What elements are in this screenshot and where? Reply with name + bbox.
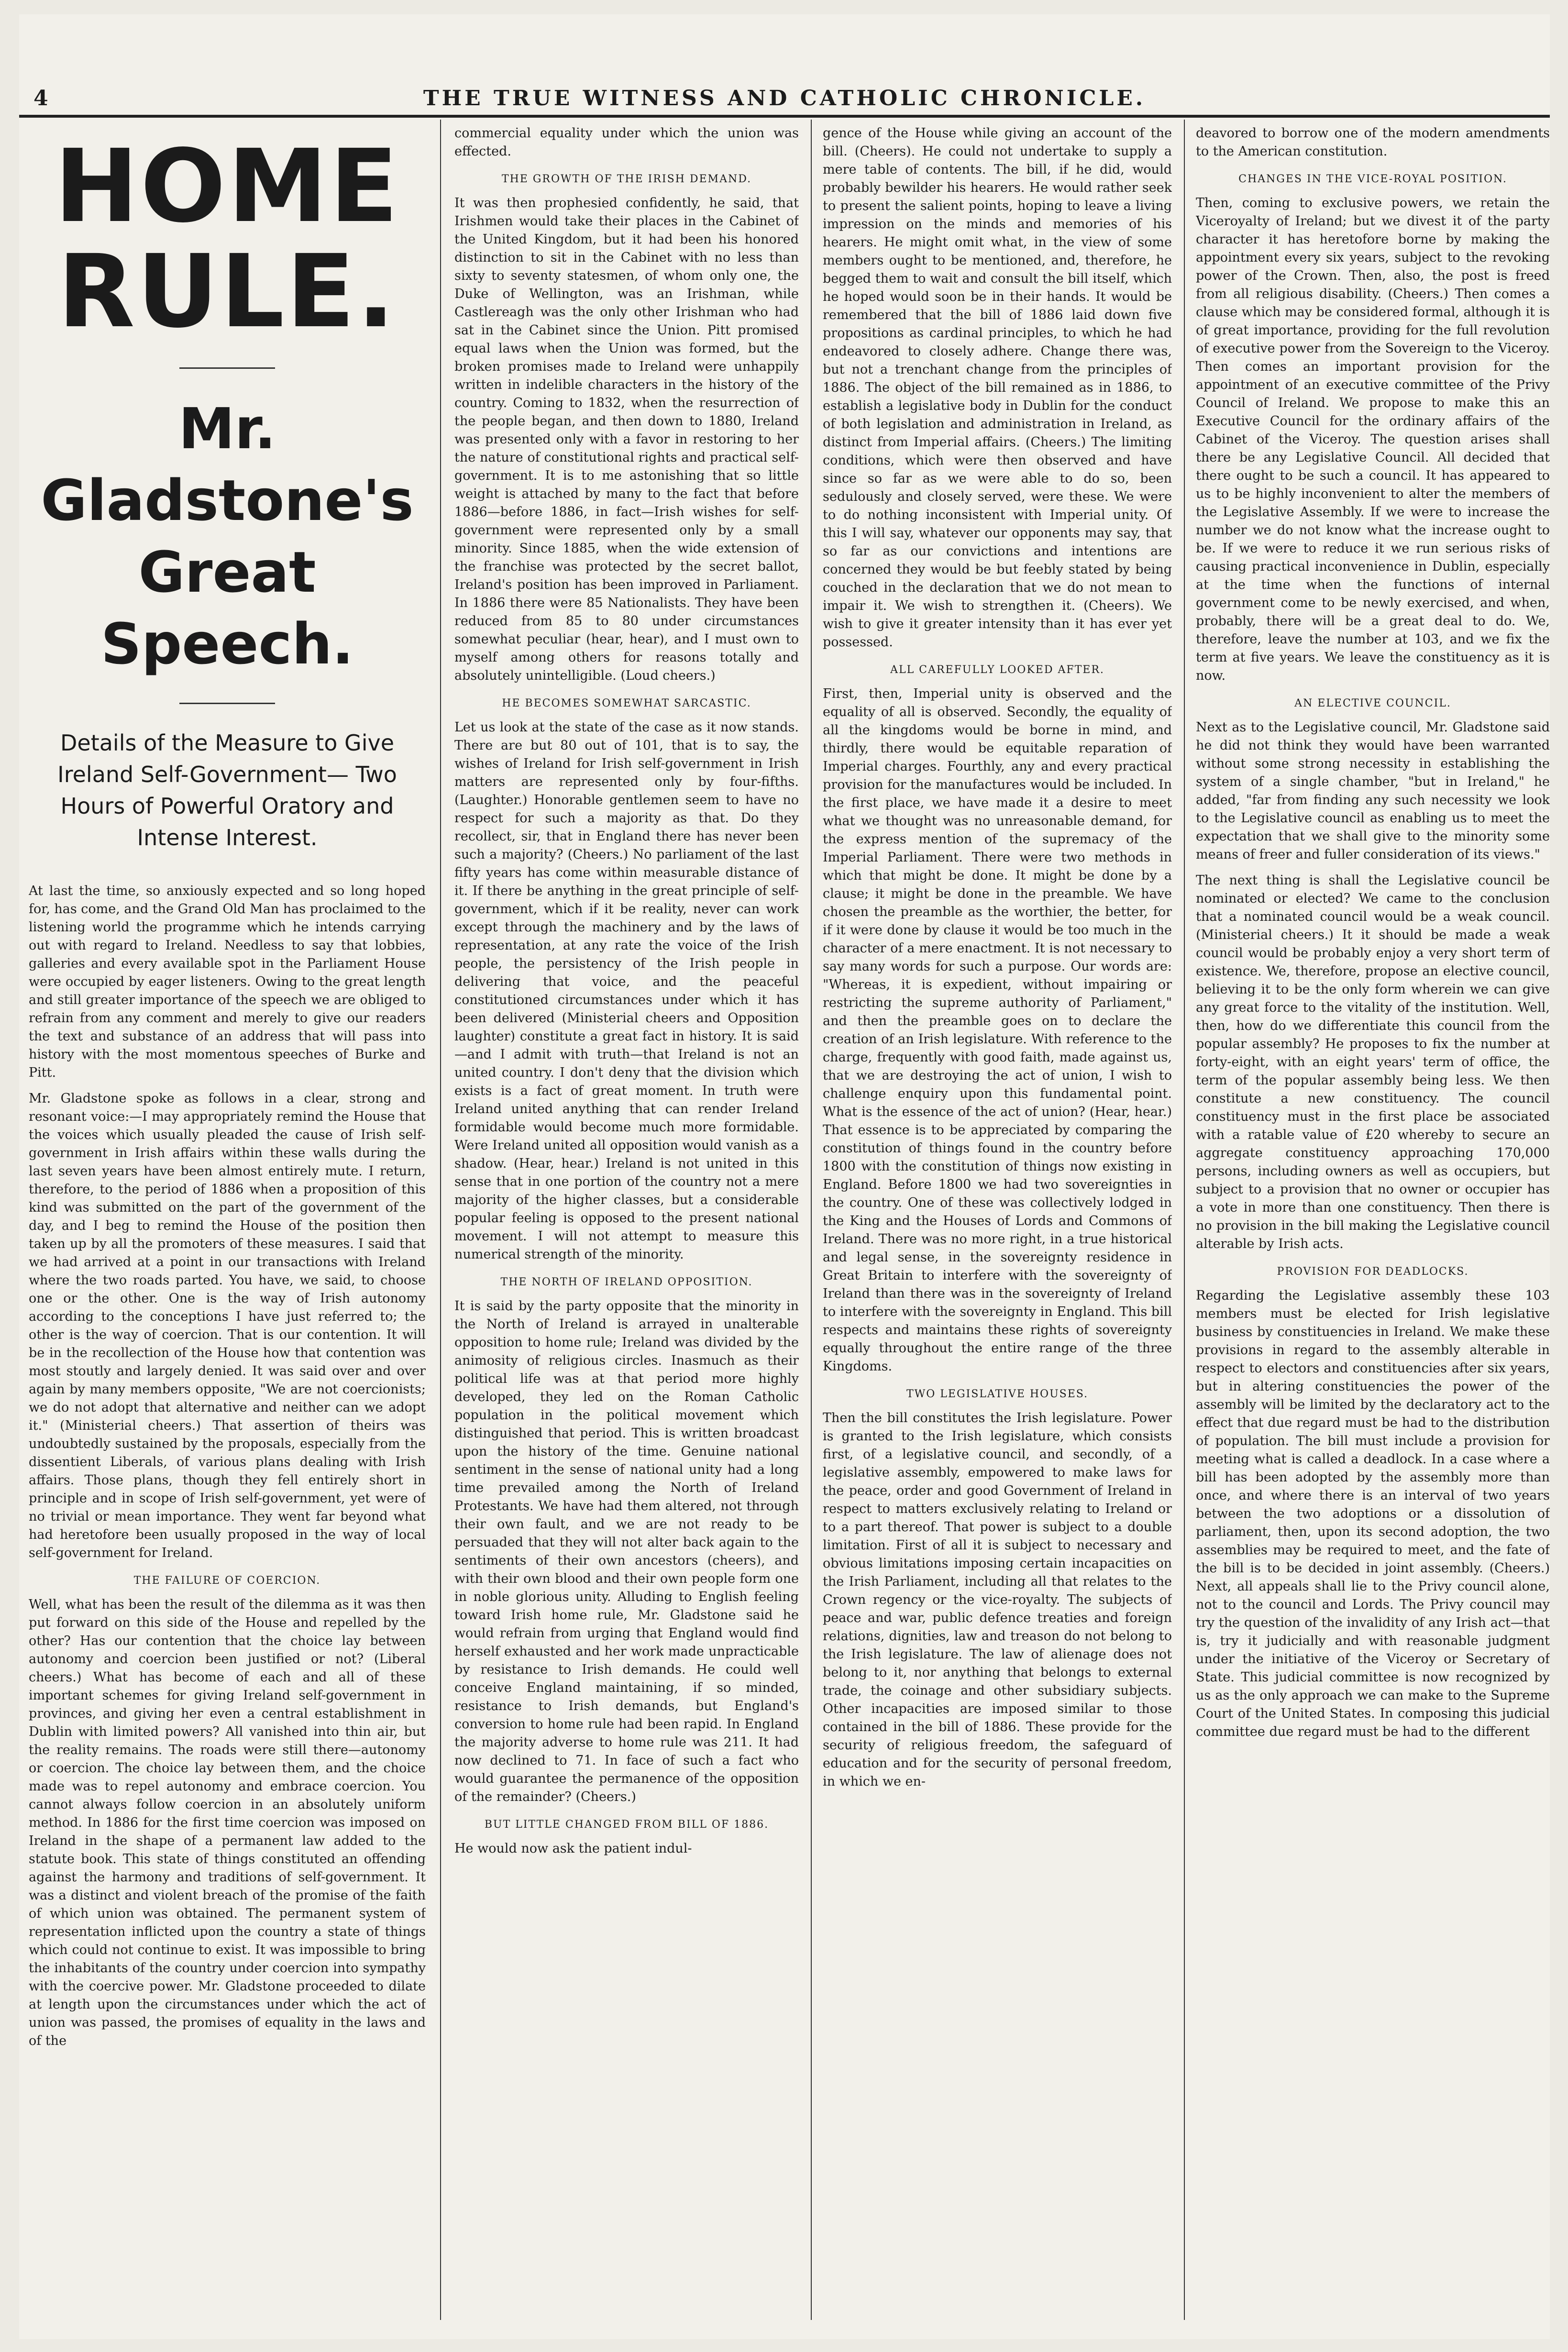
masthead xyxy=(19,14,1550,118)
section-heading: TWO LEGISLATIVE HOUSES. xyxy=(906,1388,1089,1400)
subtitle-rule xyxy=(179,703,275,704)
newspaper-page xyxy=(19,14,1550,2339)
section-heading: BUT LITTLE CHANGED FROM BILL OF 1886. xyxy=(484,1819,769,1831)
page-number: 4 xyxy=(33,86,48,110)
section-heading: THE FAILURE OF COERCION. xyxy=(133,1575,321,1587)
article-title: HOME RULE. xyxy=(54,128,400,350)
section-heading: THE NORTH OF IRELAND OPPOSITION. xyxy=(500,1276,753,1288)
article-deck: Details of the Measure to Give Ireland Self-Government— Two Hours of Powerful Oratory and Intense Interest. xyxy=(57,730,397,850)
paragraph: First, then, Imperial unity is observed and the equality of all is observed. Secondly, the equality of all the kingdoms would be borne in mind, and thirdly, there would be equitable reparation of Imperial charges. Fourthly, any and every practical provision for the manufactures would be included. In the first place, we have made it a desire to meet what we thought was no unreasonable demand, for the express mention of the supremacy of the Imperial Parliament. There were two methods in which that might be done. It might be done by a clause; it might be done in the preamble. We have chosen the preamble as the worthier, the better, for if it were done by clause it would be too much in the character of a mere enactment. It is not necessary to say many words for such a purpose. Our words are: "Whereas, it is expedient, without impairing or restricting the supreme authority of Parliament," and then the preamble goes on to declare the creation of an Irish legislature. With reference to the charge, frequently with good faith, made against us, that we are destroying the act of union, I wish to challenge enquiry upon this fundamental point. What is the essence of the act of union? (Hear, hear.) That essence is to be appreciated by comparing the constitution of things found in the country before 1800 with the constitution of things now existing in England. Before 1800 we had two sovereignties in the country. One of these was collectively lodged in the King and the Houses of Lords and Commons of Ireland. There was no more right, in a true historical and legal sense, in the sovereignty residence in Great Britain to interfere with the sovereignty of Ireland than there was in the sovereignty of Ireland to interfere with the sovereignty in England. This bill respects and maintains these rights of sovereignty equally throughout the entire range of the three Kingdoms. xyxy=(823,686,1172,1374)
column-divider xyxy=(440,120,441,2320)
paragraph: It was then prophesied confidently, he said, that Irishmen would take their places in the Cabinet of the United Kingdom, but it had been his honored distinction to sit in the Cabinet with no less than sixty to seventy statesmen, of whom only one, the Duke of Wellington, was an Irishman, while Castlereagh was the only other Irishman who had sat in the Cabinet since the Union. Pitt promised equal laws when the Union was formed, but the broken promises made to Ireland were unhappily written in indelible characters in the history of the country. Coming to 1832, when the resurrection of the people began, and then down to 1880, Ireland was presented only with a favor in restoring to her the nature of constitutional rights and practical self-government. It is to me astonishing that so little weight is attached by many to the fact that before 1886—before 1886, in fact—Irish wishes for self-government were represented only by a small minority. Since 1885, when the wide extension of the franchise was protected by the secret ballot, Ireland's position has been improved in Parliament. In 1886 there were 85 Nationalists. They have been reduced from 85 to 80 under circumstances somewhat peculiar (hear, hear), and I must own to myself among others for reasons totally and absolutely unintelligible. (Loud cheers.) xyxy=(454,196,799,683)
column-2 xyxy=(454,124,799,2315)
paragraph: gence of the House while giving an account of the bill. (Cheers). He could not undertake to supply a mere table of contents. The bill, if he did, would probably bewilder his hearers. He would rather seek to present the salient points, hoping to leave a living impression on the minds and memories of his hearers. He might omit what, in the view of some members ought to be mentioned, and, therefore, he begged them to wait and consult the bill itself, which he hoped would soon be in their hands. It would be remembered that the bill of 1886 laid down five propositions as cardinal principles, to which he had endeavored to closely adhere. Change there was, but not a trenchant change from the principles of 1886. The object of the bill remained as in 1886, to establish a legislative body in Dublin for the conduct of both legislation and administration in Ireland, as distinct from Imperial affairs. (Cheers.) The limiting conditions, which were then observed and have since so far as we were able to do so, been sedulously and closely served, were these. We were to do nothing inconsistent with Imperial unity. Of this I will say, whatever our opponents may say, that so far as our convictions and intentions are concerned they would be but feebly stated by being couched in the declaration that we do not mean to impair it. We wish to strengthen it. (Cheers). We wish to give it greater intensity than it has ever yet possessed. xyxy=(823,126,1172,650)
column-divider xyxy=(811,120,812,2320)
newspaper-name: THE TRUE WITNESS AND CATHOLIC CHRONICLE. xyxy=(423,86,1146,110)
title-rule xyxy=(179,367,275,369)
paragraph: deavored to borrow one of the modern amendments to the American constitution. xyxy=(1196,126,1550,159)
column-1-text xyxy=(29,882,426,2050)
column-3 xyxy=(823,124,1172,2315)
paragraph: commercial equality under which the union was effected. xyxy=(454,126,799,159)
section-heading: AN ELECTIVE COUNCIL. xyxy=(1294,697,1451,709)
paragraph: Mr. Gladstone spoke as follows in a clear, strong and resonant voice:—I may appropriately remind the House that the voices which usually pleaded the cause of Irish self-government in Irish affairs within these walls during the last seven years have been almost entirely mute. I return, therefore, to the period of 1886 when a proposition of this kind was submitted on the part of the government of the day, and I beg to remind the House of the position then taken up by all the promoters of these measures. I said that we had arrived at a point in our transactions with Ireland where the two roads parted. You have, we said, to choose one or the other. One is the way of Irish autonomy according to the conceptions I have just referred to; the other is the way of coercion. That is our contention. It will be in the recollection of the House how that contention was most stoutly and largely denied. It was said over and over again by many members opposite, "We are not coercionists; we do not adopt that alternative and neither can we adopt it." (Ministerial cheers.) That assertion of theirs was undoubtedly sustained by the proposals, especially from the dissentient Liberals, of various plans dealing with Irish affairs. Those plans, though they fell entirely short in principle and in scope of Irish self-government, yet were of no trivial or mean importance. They went far beyond what had heretofore been usually proposed in the way of local self-government for Ireland. xyxy=(29,1091,426,1560)
article-subtitle: Mr. Gladstone's Great Speech. xyxy=(41,396,414,677)
paragraph: Next as to the Legislative council, Mr. Gladstone said he did not think they would have been warranted without some strong necessity in establishing the system of a single chamber, "but in Ireland," he added, "far from finding any such necessity we look to the Legislative council as enabling us to meet the expectation that we shall give to the minority some means of freer and fuller consideration of its views." xyxy=(1196,720,1550,862)
section-heading: ALL CAREFULLY LOOKED AFTER. xyxy=(890,664,1104,676)
column-divider xyxy=(1184,120,1185,2320)
paragraph: At last the time, so anxiously expected and so long hoped for, has come, and the Grand Old Man has proclaimed to the listening world the programme which he intends carrying out with regard to Ireland. Needless to say that lobbies, galleries and every available spot in the Parliament House were occupied by eager listeners. Owing to the great length and still greater importance of the speech we are obliged to refrain from any comment and merely to give our readers the text and substance of an address that will pass into history with the most momentous speeches of Burke and Pitt. xyxy=(29,883,426,1080)
column-4 xyxy=(1196,124,1550,2315)
section-heading: PROVISION FOR DEADLOCKS. xyxy=(1277,1266,1469,1278)
column-1 xyxy=(29,124,426,2315)
paragraph: Then the bill constitutes the Irish legislature. Power is granted to the Irish legislature, which consists first, of a legislative council, and secondly, of a legislative assembly, empowered to make laws for the peace, order and good Government of Ireland in respect to matters exclusively relating to Ireland or to a part thereof. That power is subject to a double limitation. First of all it is subject to necessary and obvious limitations imposing certain incapacities on the Irish Parliament, including all that relates to the Crown regency or the vice-royalty. The subjects of peace and war, public defence treaties and foreign relations, dignities, law and treason do not belong to the Irish legislature. The law of alienage does not belong to it, nor anything that belongs to external trade, the coinage and other subsidiary subjects. Other incapacities are imposed similar to those contained in the bill of 1886. These provide for the security of religious freedom, the safeguard of education and for the security of personal freedom, in which we en- xyxy=(823,1411,1172,1789)
paragraph: The next thing is shall the Legislative council be nominated or elected? We came to the conclusion that a nominated council would be a weak council. (Ministerial cheers.) It it should be made a weak council would be probably enjoy a very short term of existence. We, therefore, propose an elective council, believing it to be the only form wherein we can give any great force to the vitality of the institution. Well, then, how do we differentiate this council from the popular assembly? He proposes to fix the number at forty-eight, with an eight years' term of office, the term of the popular assembly being less. We then constitute a new constituency. The council constituency must in the first place be associated with a ratable value of £20 whereby to secure an aggregate constituency approaching 170,000 persons, including owners as well as occupiers, but subject to a provision that no owner or occupier has a vote in more than one constituency. Then there is no provision in the bill making the Legislative council alterable by Irish acts. xyxy=(1196,873,1550,1251)
paragraph: Let us look at the state of the case as it now stands. There are but 80 out of 101, that is to say, the wishes of Ireland for Irish self-government in Irish matters are represented only by four-fifths. (Laughter.) Honorable gentlemen seem to have no respect for such a majority as that. Do they recollect, sir, that in England there has never been such a majority? (Cheers.) No parliament of the last fifty years has come within measurable distance of it. If there be anything in the great principle of self-government, which if it be reality, never can work except through the machinery and by the laws of representation, at any rate the voice of the Irish people, the persistency of the Irish people in delivering that voice, and the peaceful constitutioned circumstances under which it has been delivered (Ministerial cheers and Opposition laughter) constitute a great fact in history. It is said—and I admit with truth—that Ireland is not an united country. I don't deny that the division which exists is a fact of great moment. In truth were Ireland united anything that can render Ireland formidable would become much more formidable. Were Ireland united all opposition would vanish as a shadow. (Hear, hear.) Ireland is not united in this sense that in one portion of the country not a mere majority of the higher classes, but a considerable popular feeling is opposed to the present national movement. I will not attempt to measure this numerical strength of the minority. xyxy=(454,720,799,1262)
paragraph: It is said by the party opposite that the minority in the North of Ireland is arrayed in unalterable opposition to home rule; Ireland was divided by the animosity of religious circles. Inasmuch as their political life was at that period more highly developed, they led on the Roman Catholic population in the political movement which distinguished that period. This is written broadcast upon the history of the time. Genuine national sentiment in the sense of national unity had a long time prevailed among the North of Ireland Protestants. We have had them altered, not through their own fault, and we are not ready to be persuaded that they will not alter back again to the sentiments of their own ancestors (cheers), and with their own blood and their own people form one in noble glorious unity. Alluding to English feeling toward Irish home rule, Mr. Gladstone said he would refrain from urging that England would find herself exhausted and her work made unpracticable by resistance to Irish demands. He could well conceive England maintaining, if so minded, resistance to Irish demands, but England's conversion to home rule had been rapid. In England the majority adverse to home rule was 211. It had now declined to 71. In face of such a fact who would guarantee the permanence of the opposition of the remainder? (Cheers.) xyxy=(454,1299,799,1804)
section-heading: CHANGES IN THE VICE-ROYAL POSITION. xyxy=(1238,173,1507,185)
paragraph: Well, what has been the result of the dilemma as it was then put forward on this side of the House and repelled by the other? Has our contention that the choice lay between autonomy and coercion been justified or not? (Liberal cheers.) What has become of each and all of these important schemes for giving Ireland self-government in provinces, and giving her even a central establishment in Dublin with limited powers? All vanished into thin air, but the reality remains. The roads were still there—autonomy or coercion. The choice lay between them, and the choice made was to repel autonomy and embrace coercion. You cannot always follow coercion in an absolutely uniform method. In 1886 for the first time coercion was imposed on Ireland in the shape of a permanent law added to the statute book. This state of things constituted an offending against the harmony and traditions of self-government. It was a distinct and violent breach of the promise of the faith of which union was obtained. The permanent system of representation inflicted upon the country a state of things which could not continue to exist. It was impossible to bring the inhabitants of the country under coercion into sympathy with the coercive power. Mr. Gladstone proceeded to dilate at length upon the circumstances under which the act of union was passed, the promises of equality in the laws and of the xyxy=(29,1597,426,2048)
paragraph: He would now ask the patient indul- xyxy=(454,1841,692,1856)
section-heading: THE GROWTH OF THE IRISH DEMAND. xyxy=(501,173,752,185)
paragraph: Then, coming to exclusive powers, we retain the Viceroyalty of Ireland; but we divest it of the party character it has heretofore borne by making the appointment every six years, subject to the revoking power of the Crown. Then, also, the post is freed from all religious disability. (Cheers.) Then comes a clause which may be considered formal, although it is of great importance, providing for the full revolution of executive power from the Sovereign to the Viceroy. Then comes an important provision for the appointment of an executive committee of the Privy Council of Ireland. We propose to make this an Executive Council for the ordinary affairs of the Cabinet of the Viceroy. The question arises shall there be any Legislative Council. All decided that there ought to be such a council. It has appeared to us to be highly inconvenient to alter the members of the Legislative Assembly. If we were to increase the number we do not know what the increase ought to be. If we were to reduce it we run serious risks of causing practical inconvenience in Dublin, especially at the time when the functions of internal government come to be newly exercised, and when, probably, there will be a great deal to do. We, therefore, leave the number at 103, and we fix the term at five years. We leave the constituency as it is now. xyxy=(1196,196,1550,683)
section-heading: HE BECOMES SOMEWHAT SARCASTIC. xyxy=(502,697,751,709)
paragraph: Regarding the Legislative assembly these 103 members must be elected for Irish legislative business by constituencies in Ireland. We make these provisions in regard to the assembly alterable in respect to electors and constituencies after six years, but in altering constituencies the power of the assembly will be limited by the declaratory act to the effect that due regard must be had to the distribution of population. The bill must include a provision for meeting what is called a deadlock. In a case where a bill has been adopted by the assembly more than once, and where there is an interval of two years between the two adoptions or a dissolution of parliament, then, upon its second adoption, the two assemblies may be required to meet, and the fate of the bill is to be decided in joint assembly. (Cheers.) Next, all appeals shall lie to the Privy council alone, not to the council and Lords. The Privy council may try the question of the invalidity of any Irish act—that is, try it judicially and with reasonable judgment under the initiative of the Viceroy or Secretary of State. This judicial committee is now recognized by us as the only approach we can make to the Supreme Court of the United States. In composing this judicial committee due regard must be had to the different xyxy=(1196,1288,1550,1739)
